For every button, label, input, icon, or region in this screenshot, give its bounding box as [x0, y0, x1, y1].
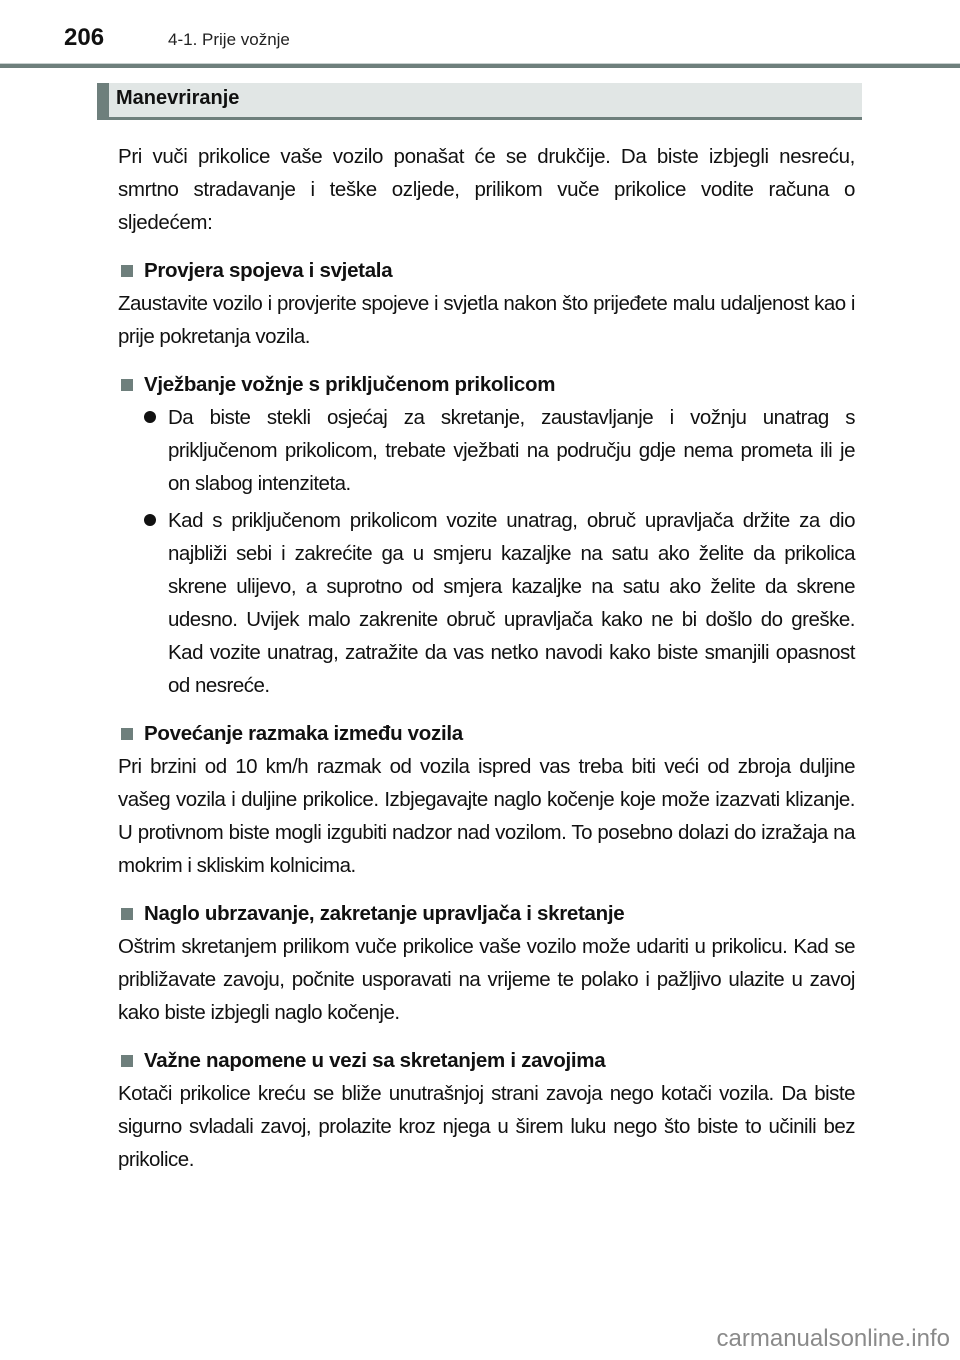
subsection-heading: [118, 897, 855, 930]
subsection-body: Kotači prikolice kreću se bliže unutrašnjoj strani zavoja nego kotači vozila. Da biste sigurno svladali zavoj, prolazite kroz njega u širem luku nego što biste to učinili bez prikolice.: [118, 1082, 855, 1171]
subsection-body: Pri brzini od 10 km/h razmak od vozila ispred vas treba biti veći od zbroja duljine vašeg vozila i duljine prikolice. Izbjegavajte naglo kočenje koje može izazvati klizanje. U protivnom biste mogli izgubiti nadzor nad vozilom. To posebno dolazi do izražaja na mokrim i skliskim kolnicima.: [118, 755, 855, 877]
subsection-heading: [118, 368, 855, 401]
section-title-bar: [97, 83, 862, 120]
square-bullet-icon: [121, 908, 133, 920]
round-bullet-icon: [144, 411, 156, 423]
page-number: 206: [64, 24, 105, 51]
subsection-body: Zaustavite vozilo i provjerite spojeve i svjetla nakon što prijeđete malu udaljenost kao i prije pokretanja vozila.: [118, 292, 855, 348]
watermark: carmanualsonline.info: [716, 1325, 950, 1352]
subsection-connections-lights: [118, 254, 855, 353]
subsection-body: Oštrim skretanjem prilikom vuče prikolice vaše vozilo može udariti u prikolicu. Kad se približavate zavoju, počnite usporavati na vrijeme te polako i pažljivo ulazite u zavoj kako biste izbjegli naglo kočenje.: [118, 935, 855, 1024]
subsection-turning-notes: [118, 1044, 855, 1176]
round-bullet-icon: [144, 514, 156, 526]
chapter-label: 4-1. Prije vožnje: [168, 30, 290, 49]
subsection-vehicle-spacing: [118, 717, 855, 882]
list-item: [118, 504, 855, 702]
subsection-title: Naglo ubrzavanje, zakretanje upravljača i skretanje: [144, 902, 625, 925]
section-title: Manevriranje: [116, 87, 240, 109]
intro-paragraph: Pri vuči prikolice vaše vozilo ponašat će se drukčije. Da biste izbjegli nesreću, smrtno stradavanje i teške ozljede, prilikom vuče prikolice vodite računa o sljedećem:: [118, 145, 855, 234]
header-divider: [0, 63, 960, 68]
subsection-title: Vježbanje vožnje s priključenom prikolicom: [144, 373, 556, 396]
square-bullet-icon: [121, 728, 133, 740]
subsection-sudden-maneuvers: [118, 897, 855, 1029]
list-item-text: Da biste stekli osjećaj za skretanje, zaustavljanje i vožnju unatrag s priključenom prikolicom, trebate vježbati na području gdje nema prometa ili je on slabog intenziteta.: [168, 406, 855, 495]
subsection-title: Povećanje razmaka između vozila: [144, 722, 463, 745]
square-bullet-icon: [121, 265, 133, 277]
main-content: [118, 140, 855, 1176]
list-item: [118, 401, 855, 500]
square-bullet-icon: [121, 379, 133, 391]
subsection-title: Važne napomene u vezi sa skretanjem i zavojima: [144, 1049, 606, 1072]
title-accent-bar: [97, 83, 109, 120]
subsection-practice-driving: [118, 368, 855, 702]
subsection-heading: [118, 717, 855, 750]
list-item-text: Kad s priključenom prikolicom vozite unatrag, obruč upravljača držite za dio najbliži sebi i zakrećite ga u smjeru kazaljke na satu ako želite da prikolica skrene ulijevo, a suprotno od smjera kazaljke na satu ako želite da skrene udesno. Uvijek malo zakrenite obruč upravljača kako ne bi došlo do greške. Kad vozite unatrag, zatražite da vas netko navodi kako biste smanjili opasnost od nesreće.: [168, 509, 855, 697]
subsection-heading: [118, 1044, 855, 1077]
subsection-heading: [118, 254, 855, 287]
square-bullet-icon: [121, 1055, 133, 1067]
subsection-title: Provjera spojeva i svjetala: [144, 259, 393, 282]
page-header: [0, 0, 960, 68]
